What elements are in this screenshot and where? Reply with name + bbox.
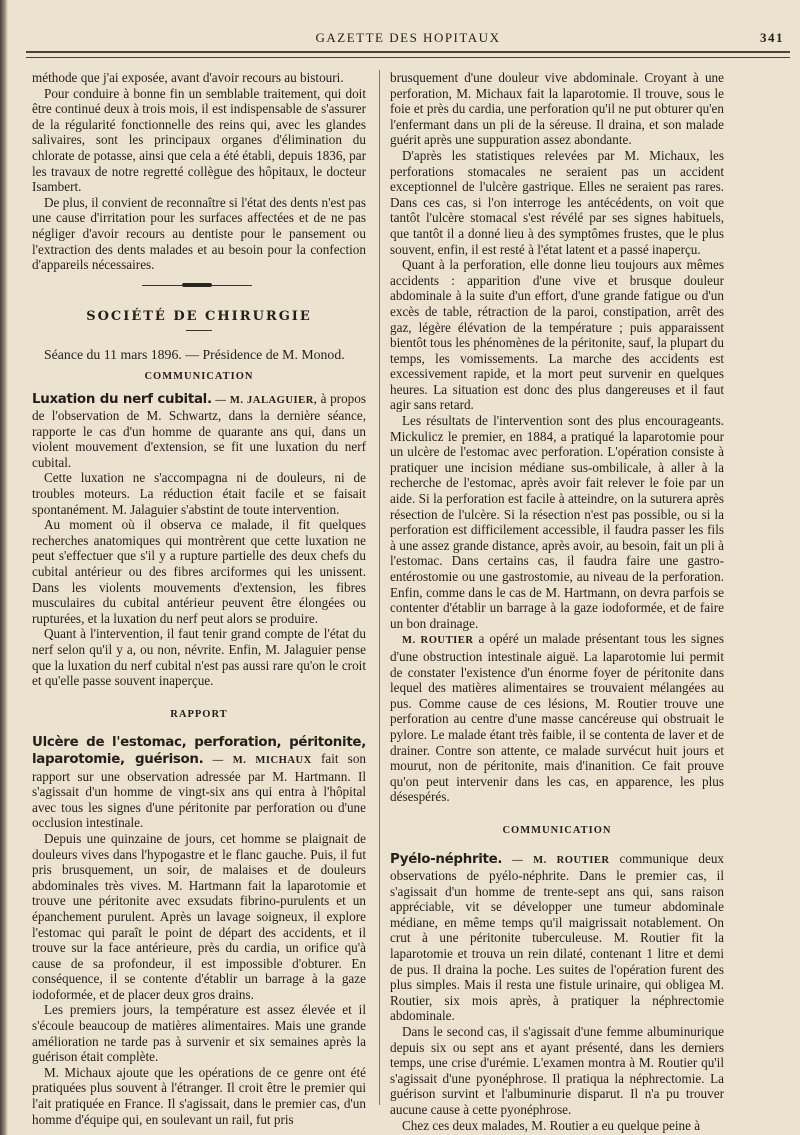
header-rule-thin bbox=[26, 57, 790, 58]
society-heading: SOCIÉTÉ DE CHIRURGIE bbox=[86, 308, 312, 324]
article-lead bbox=[32, 391, 366, 471]
paragraph: Cette luxation ne s'accompagna ni de douleurs, ni de troubles moteurs. La réduction était facile et se faisait spontanément. M. Jalaguier s'abstint de toute intervention. bbox=[32, 470, 366, 517]
article-text: a opéré un malade présentant tous les signes d'une obstruction intestinale aiguë. La laparotomie lui permit de constater l'existence d'un énorme foyer de péritonite dans lequel des matières alimentaires se trouvaient mélangées au pus. Comme cause de ces lésions, M. Routier trouve une perforation au centre d'une masse cancéreuse qui obstruait le pylore. Le malade étant très faible, il se contenta de laver et de drainer. Contre son attente, ce malade survécut huit jours et mourut, non de péritonite, mais d'inanition. Ce fait prouve qu'on peut intervenir dans les cas, en apparence, les plus désespérés. bbox=[390, 631, 724, 805]
paragraph: De plus, il convient de reconnaître si l'état des dents n'est pas une cause d'irritation pour les surfaces affectées et de ne pas négliger d'avoir recours au dentiste pour le pansement ou l'extraction des dents malades et au besoin pour la confection d'appareils nécessaires. bbox=[32, 194, 366, 273]
article-author: — M. ROUTIER bbox=[512, 854, 610, 866]
right-column bbox=[390, 70, 724, 1133]
paragraph: Les résultats de l'intervention sont des plus encourageants. Mickulicz le premier, en 1884, a pratiqué la laparotomie pour un ulcère de l'estomac avec perforation. L'opération consiste à pratiquer une incision médiane sus-ombilicale, à aller à la recherche de l'estomac, après avoir fait relever le foie par un aide. Si la perforation est facile à atteindre, on la suturera après résection de l'ulcère. Si la résection n'est pas possible, ou si la perforation est difficilement accessible, il faudra passer les fils à une assez grande distance, après avoir, au besoin, fait un pli à l'estomac. Dans certains cas, il faudra faire une gastro-entérostomie ou une gastrostomie, au niveau de la perforation. Enfin, comme dans le cas de M. Hartmann, on devra parfois se contenter d'établir un barrage à la gaze iodoformée, et de faire un bon drainage. bbox=[390, 413, 724, 631]
paragraph: D'après les statistiques relevées par M. Michaux, les perforations stomacales ne seraient pas un accident exceptionnel de l'ulcère gastrique. Elles ne seraient pas rares. Dans ces cas, si l'on interroge les antécédents, on voit que tantôt l'ulcère stomacal s'est révélé par ses signes habituels, que tantôt il a donné lieu à des symptômes frustes, que le plus souvent, enfin, il est resté à l'état latent et a passé inaperçu. bbox=[390, 147, 724, 257]
article-title: Luxation du nerf cubital. bbox=[32, 391, 212, 407]
heading-rule bbox=[186, 330, 212, 331]
session-line: Séance du 11 mars 1896. — Présidence de M. Monod. bbox=[44, 347, 345, 363]
paragraph bbox=[390, 631, 724, 805]
paragraph: brusquement d'une douleur vive abdominale. Croyant à une perforation, M. Michaux fait la laparotomie. Il trouve, sous le foie et près du cardia, une perforation qu'il ne put obturer qu'en l'enfermant dans un pli de la séreuse. Il draina, et son malade guérit après une suppuration assez abondante. bbox=[390, 70, 724, 148]
page-binding-edge bbox=[0, 0, 8, 1135]
paragraph: Depuis une quinzaine de jours, cet homme se plaignait de douleurs vives dans l'hypogastre et le flanc gauche. Puis, il fut pris brusquement, un soir, de malaises et de douleurs abdominales très vives. M. Hartmann fait la laparotomie et trouve une péritonite avec exsudats fibrino-purulents et un épanchement purulent. Après un lavage soigneux, il explore l'estomac qui paraît le point de départ des accidents, et il trouve sur la face antérieure, près du cardia, un orifice qu'à cause de sa profondeur, il est impossible d'obturer. En conséquence, il se contente d'établir un barrage à la gaze iodoformée, et de placer deux gros drains. bbox=[32, 830, 366, 1002]
paragraph: Dans le second cas, il s'agissait d'une femme albuminurique depuis six ou sept ans et ayant présenté, dans les derniers temps, une crise d'urémie. L'examen montra à M. Routier qu'il s'agissait d'une pyonéphrose. Il pratiqua la néphrectomie. La guérison survint et l'albuminurie disparut. Il n'a pu trouver aucune cause à cette pyonéphrose. bbox=[390, 1024, 724, 1117]
section-heading-rapport: RAPPORT bbox=[170, 708, 228, 720]
paragraph: Au moment où il observa ce malade, il fit quelques recherches anatomiques qui montrèrent que cette luxation ne peut s'effectuer que s'il y a rupture partielle des deux chefs du cubital antérieur ou des fibres arciformes qui les unissent. Dans les violents mouvements d'extension, les fibres musculaires du cubital antérieur peuvent être élongées ou rupturées, et la luxation du nerf peut alors se produire. bbox=[32, 517, 366, 626]
section-ornament bbox=[32, 281, 366, 291]
paragraph: Quant à la perforation, elle donne lieu toujours aux mêmes accidents : apparition d'une vive et brusque douleur abdominale à la suite d'un effort, d'une grande fatigue ou d'un excès de table, rétraction de la paroi, constipation, arrêt des gaz, légère élévation de la température ; puis apparaissent bientôt tous les phénomènes de la péritonite, sauf, la plupart du temps, les vomissements. La marche des accidents est excessivement rapide, et la mort peut survenir en quelques heures. La situation est donc des plus dangereuses et il faut agir sans retard. bbox=[390, 257, 724, 413]
article-author: M. ROUTIER bbox=[402, 635, 474, 647]
paragraph: méthode que j'ai exposée, avant d'avoir recours au bistouri. bbox=[32, 70, 344, 85]
article-author: — M. MICHAUX bbox=[212, 754, 312, 766]
article-lead bbox=[390, 851, 724, 1025]
paragraph: Pour conduire à bonne fin un semblable traitement, qui doit être continué deux à trois mois, il est indispensable de s'assurer de la régularité fonctionnelle des reins qui, avec les glandes salivaires, sont les principaux organes d'élimination du chlorate de potasse, ainsi que cela a été établi, depuis 1836, par les travaux de notre regretté collègue des hôpitaux, le docteur Isambert. bbox=[32, 85, 366, 195]
paragraph: Les premiers jours, la température est assez élevée et il s'écoule beaucoup de matières alimentaires. Mais une grande amélioration ne tarde pas à survenir et six semaines après la guérison était complète. bbox=[32, 1002, 366, 1065]
article-title: Pyélo-néphrite. bbox=[390, 851, 503, 867]
article-text: à propos de l'observation de M. Schwartz, dans la dernière séance, rapporte le cas d'un homme de quarante ans qui, dans un violent mouvement d'extension, se fit une luxation du nerf cubital. bbox=[32, 390, 366, 470]
article-author: — M. JALAGUIER, bbox=[215, 394, 318, 406]
article-text: communique deux observations de pyélo-néphrite. Dans le premier cas, il s'agissait d'un homme de trente-sept ans qui, sans raison appréciable, vit se développer une tumeur abdominale médiane, en même temps qu'il maigrissait notablement. On crut à une péritonite tuberculeuse. M. Routier fit la laparotomie et trouva un rein dilaté, contenant 1 litre et demi de pus. Il draina la poche. Les suites de l'opération furent des plus simples. Mais il resta une fistule urinaire, qui obligea M. Routier, six mois après, à pratiquer la néphrectomie abdominale. bbox=[390, 850, 725, 1024]
article-text: fait son rapport sur une observation adressée par M. Hartmann. Il s'agissait d'un homme de vingt-six ans qui entra à l'hôpital avec tous les signes d'une péritonite par perforation ou d'une occlusion intestinale. bbox=[32, 750, 367, 831]
section-heading-communication: COMMUNICATION bbox=[502, 824, 612, 836]
running-header bbox=[26, 30, 790, 50]
journal-page bbox=[26, 0, 790, 1135]
paragraph: Chez ces deux malades, M. Routier a eu quelque peine à bbox=[402, 1117, 701, 1133]
article-title: Ulcère de l'estomac, perforation, péritonite, laparotomie, guérison. bbox=[32, 735, 366, 767]
page-number: 341 bbox=[760, 30, 784, 45]
journal-title: GAZETTE DES HOPITAUX bbox=[315, 30, 501, 45]
left-column bbox=[32, 70, 366, 1127]
paragraph: M. Michaux ajoute que les opérations de ce genre ont été pratiquées plus souvent à l'étranger. Il croit être le premier qui l'ait pratiquée en France. Il s'agissait, dans le premier cas, d'un homme d'équipe qui, en soulevant un rail, fut pris bbox=[32, 1064, 366, 1127]
column-separator bbox=[379, 70, 380, 1105]
paragraph: Quant à l'intervention, il faut tenir grand compte de l'état du nerf selon qu'il y a, ou non, névrite. Enfin, M. Jalaguier pense que la luxation du nerf cubital n'est pas aussi rare qu'on le croit et qu'elle passe souvent inaperçue. bbox=[32, 626, 366, 689]
article-lead bbox=[32, 734, 366, 831]
section-heading-communication: COMMUNICATION bbox=[144, 370, 254, 382]
header-rule-thick bbox=[26, 51, 790, 53]
